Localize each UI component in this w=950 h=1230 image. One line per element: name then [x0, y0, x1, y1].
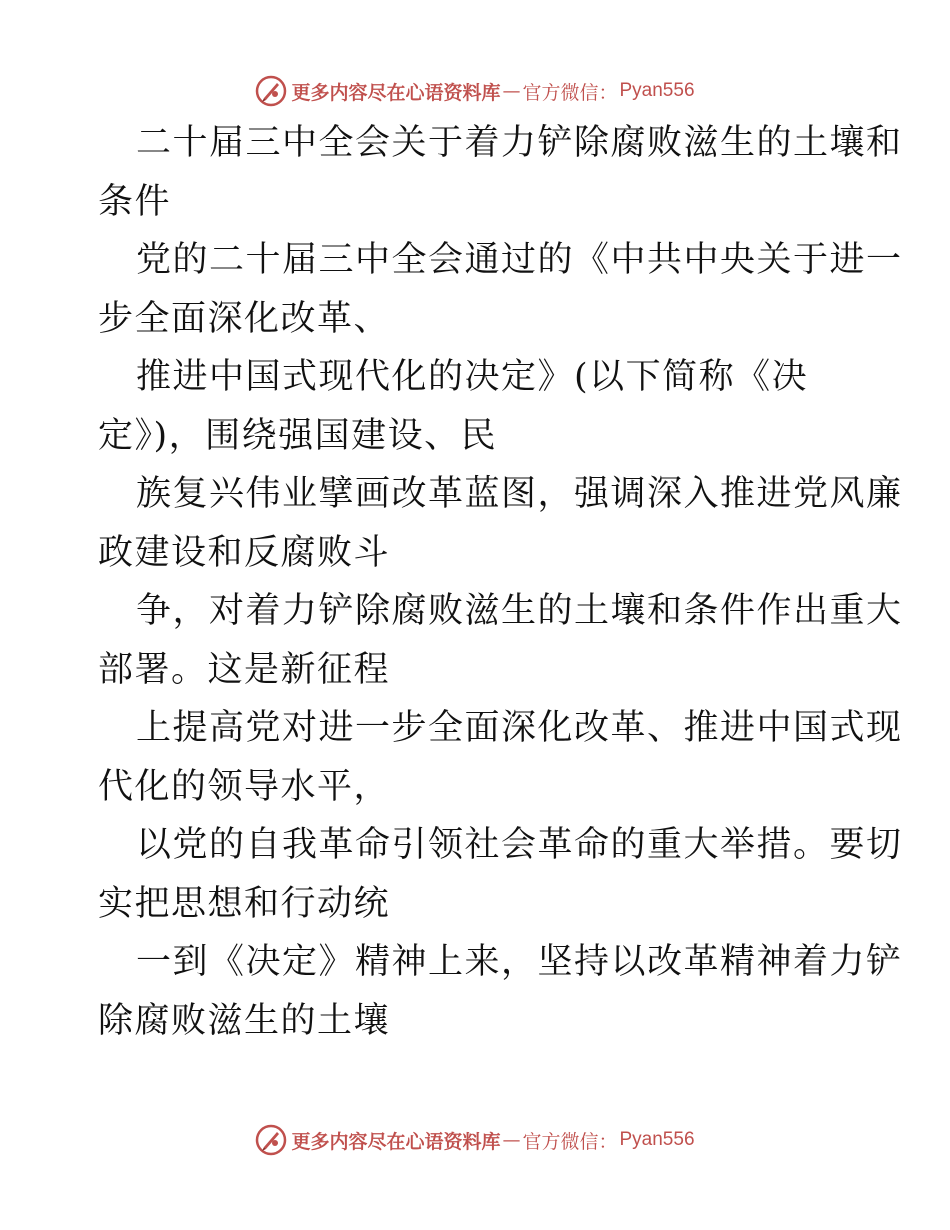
paragraph: [98, 816, 903, 933]
paragraph-line: 一到《决定》精神上来，坚持以改革精神着力铲: [136, 942, 903, 982]
banner-wechat-id: Pyan556: [619, 1129, 695, 1150]
paragraph-line: 以党的自我革命引领社会革命的重大举措。要切: [136, 825, 903, 865]
quill-logo-icon: [255, 1124, 287, 1156]
paragraph-line: 代化的领导水平，: [98, 766, 391, 807]
paragraph: [98, 348, 858, 465]
header-banner: [0, 71, 950, 111]
paragraph: [98, 114, 903, 231]
banner-separator: —: [502, 1129, 521, 1151]
paragraph-line: 争，对着力铲除腐败滋生的土壤和条件作出重大: [136, 591, 903, 631]
paragraph-line: 族复兴伟业擘画改革蓝图，强调深入推进党风廉: [136, 474, 903, 514]
paragraph: [98, 231, 903, 348]
banner-separator: —: [502, 80, 521, 102]
paragraph-line: 实把思想和行动统: [98, 883, 391, 924]
banner-wechat-label: 官方微信：: [522, 81, 618, 104]
paragraph-line: 条件: [98, 181, 172, 222]
paragraph-line: 二十届三中全会关于着力铲除腐败滋生的土壤和: [136, 123, 903, 163]
quill-logo-icon: [255, 75, 287, 107]
paragraph-line: 推进中国式现代化的决定》(以下简称《决: [136, 357, 809, 397]
footer-banner: [0, 1120, 950, 1160]
paragraph: [98, 465, 903, 582]
paragraph: [98, 582, 903, 699]
paragraph-line: 定》)，围绕强国建设、民: [98, 415, 498, 456]
paragraph-line: 步全面深化改革、: [98, 298, 391, 339]
banner-wechat-id: Pyan556: [619, 80, 695, 101]
paragraph: [98, 699, 903, 816]
paragraph-line: 党的二十届三中全会通过的《中共中央关于进一: [136, 240, 903, 280]
paragraph: [98, 933, 903, 1050]
paragraph-line: 除腐败滋生的土壤: [98, 1000, 391, 1041]
banner-wechat-label: 官方微信：: [522, 1130, 618, 1153]
paragraph-line: 政建设和反腐败斗: [98, 532, 391, 573]
document-body: [98, 114, 903, 1050]
banner-main-text: 更多内容尽在心语资料库: [291, 81, 501, 104]
paragraph-line: 上提高党对进一步全面深化改革、推进中国式现: [136, 708, 903, 748]
paragraph-line: 部署。这是新征程: [98, 649, 391, 690]
banner-main-text: 更多内容尽在心语资料库: [291, 1130, 501, 1153]
